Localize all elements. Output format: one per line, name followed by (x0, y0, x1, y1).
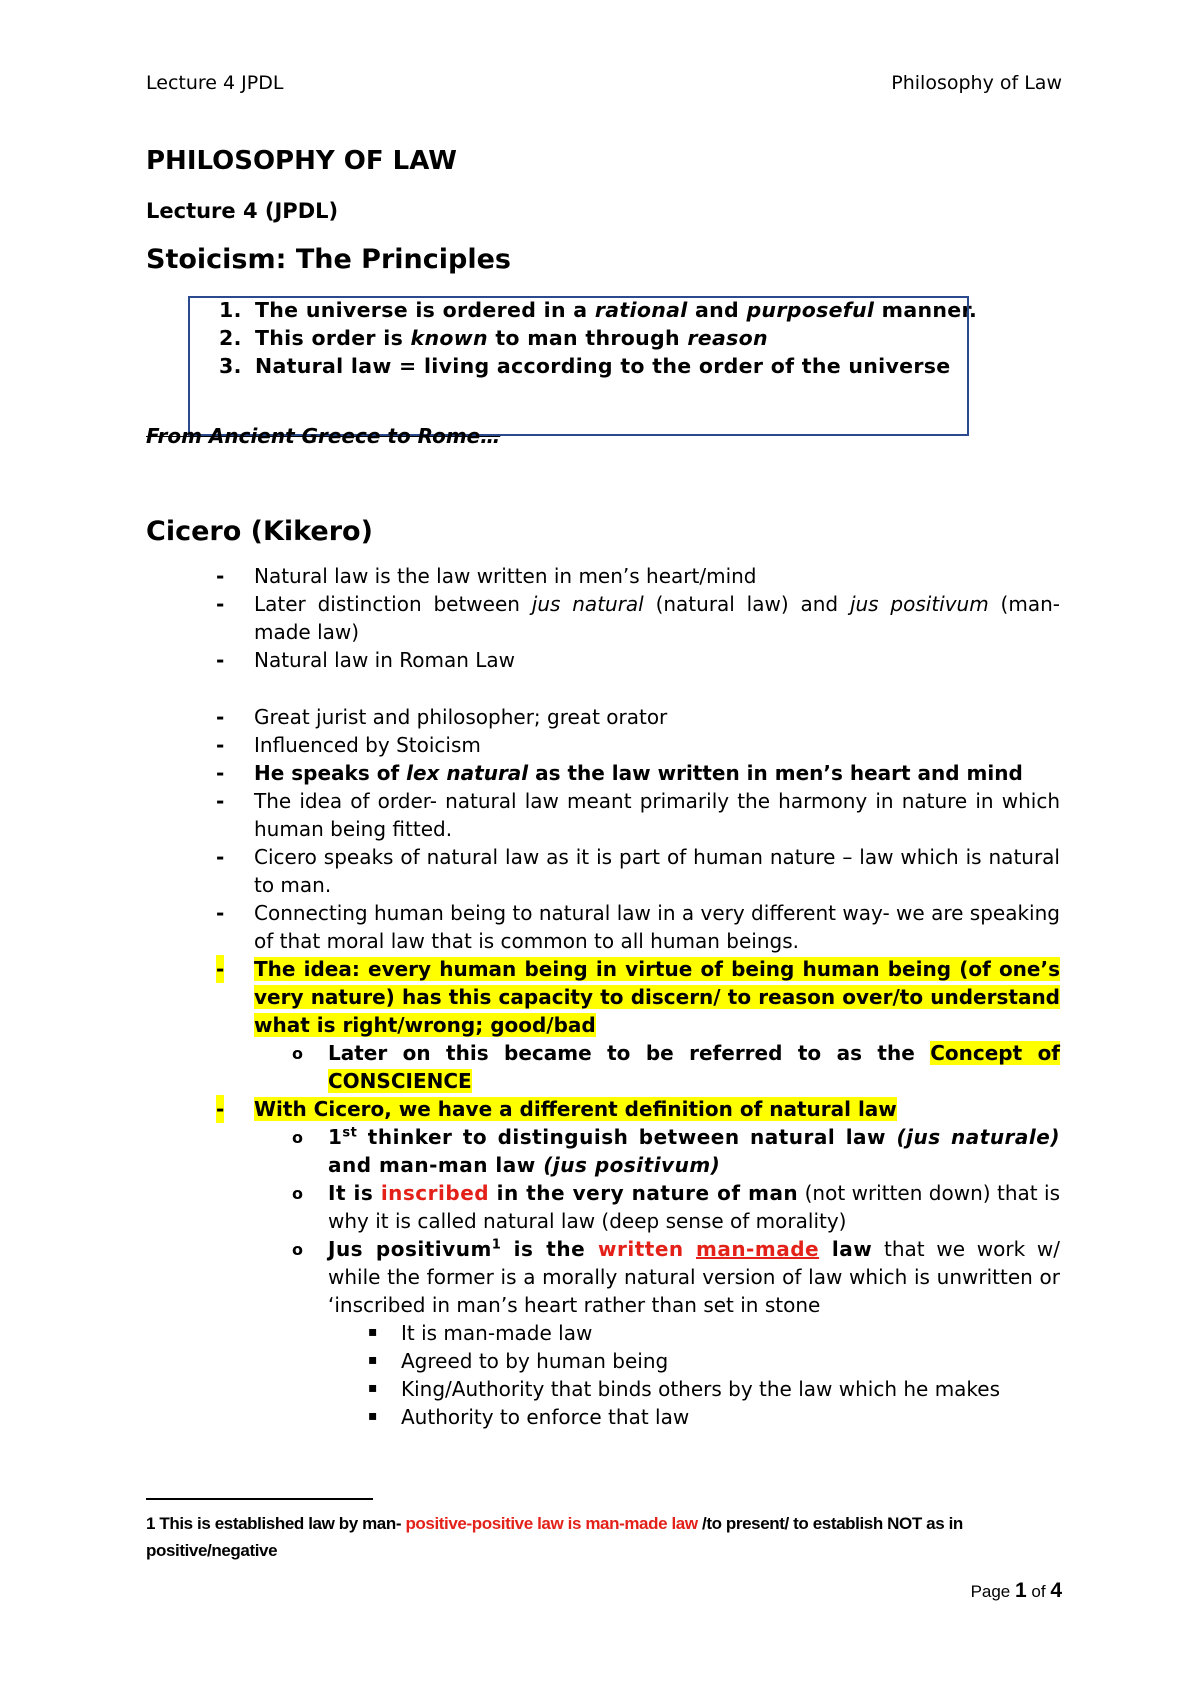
list-item: - Great jurist and philosopher; great orator (216, 705, 668, 729)
page-number: Page 1 of 4 (970, 1579, 1062, 1602)
document-title: PHILOSOPHY OF LAW (146, 146, 457, 176)
sub-list-item: o 1st thinker to distinguish between natural law (jus naturale) and man-man law (jus positivum) (292, 1125, 1060, 1177)
principle-item: 2. This order is known to man through reason (219, 326, 768, 350)
principle-item: 3. Natural law = living according to the order of the universe (219, 354, 951, 378)
list-item: - The idea of order- natural law meant primarily the harmony in nature in which human being fitted. (216, 789, 1060, 841)
list-item-highlighted: - The idea: every human being in virtue of being human being (of one’s very nature) has this capacity to discern/ to reason over/to understand what is right/wrong; good/bad (216, 957, 1060, 1037)
principle-item: 1. The universe is ordered in a rational and purposeful manner. (219, 298, 978, 322)
list-item: - Natural law is the law written in men’s heart/mind (216, 564, 757, 588)
sub-sub-list-item: ▪ It is man-made law (368, 1321, 593, 1345)
sub-sub-list-item: ▪ Agreed to by human being (368, 1349, 669, 1373)
sub-list-item: o Later on this became to be referred to as the Concept of CONSCIENCE (292, 1041, 1061, 1093)
transition-line: From Ancient Greece to Rome… (146, 424, 501, 448)
header-right: Philosophy of Law (891, 72, 1062, 94)
section-heading-cicero: Cicero (Kikero) (146, 516, 373, 547)
list-item: - Natural law in Roman Law (216, 648, 516, 672)
list-item: - Cicero speaks of natural law as it is part of human nature – law which is natural to man. (216, 845, 1060, 897)
sub-sub-list-item: ▪ Authority to enforce that law (368, 1405, 690, 1429)
cicero-list (214, 562, 1060, 1431)
list-item: - He speaks of lex natural as the law written in men’s heart and mind (216, 761, 1023, 785)
sub-list-item: o It is inscribed in the very nature of man (not written down) that is why it is called natural law (deep sense of morality) (292, 1181, 1060, 1233)
principles-box (188, 296, 969, 436)
list-item: - Later distinction between jus natural (natural law) and jus positivum (man-made law) (216, 592, 1060, 644)
list-item: - Connecting human being to natural law in a very different way- we are speaking of that moral law that is common to all human beings. (216, 901, 1060, 953)
sub-list-item: o Jus positivum$^1$ is the written man-made law that we work w/ while the former is a morally natural version of law which is unwritten or ‘inscribed in man’s heart rather than set in stone (292, 1237, 1061, 1317)
section-heading-stoicism: Stoicism: The Principles (146, 244, 511, 275)
footnote: 1 This is established law by man- positive-positive law is man-made law /to present/ to establish NOT as in positive/negative (146, 1514, 963, 1560)
list-item: - Influenced by Stoicism (216, 733, 481, 757)
sub-sub-list-item: ▪ King/Authority that binds others by the law which he makes (368, 1377, 1001, 1401)
footnote-separator (146, 1498, 373, 1500)
document-subtitle: Lecture 4 (JPDL) (146, 199, 339, 223)
header-left: Lecture 4 JPDL (146, 72, 284, 94)
list-item-highlighted: - With Cicero, we have a different definition of natural law (216, 1097, 897, 1121)
